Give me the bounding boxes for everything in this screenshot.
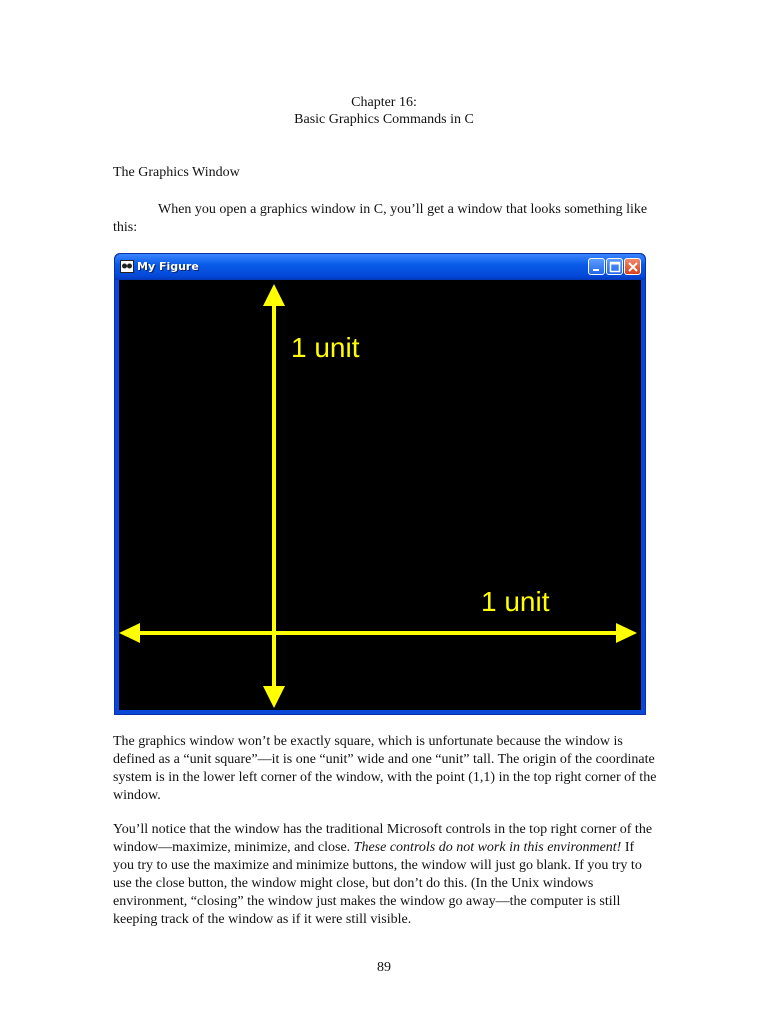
close-button[interactable] — [624, 258, 641, 275]
warning-italic: These controls do not work in this environment! — [353, 840, 622, 855]
vertical-arrow-head-top — [263, 284, 285, 306]
window-titlebar[interactable] — [115, 254, 645, 280]
maximize-button[interactable] — [606, 258, 623, 275]
chapter-title: Basic Graphics Commands in C — [294, 112, 474, 127]
figure-icon — [120, 260, 134, 273]
horizontal-unit-label: 1 unit — [481, 586, 550, 617]
horizontal-arrow-head-left — [119, 623, 140, 643]
section-title: The Graphics Window — [113, 165, 240, 180]
intro-paragraph: When you open a graphics window in C, you’ll get a window that looks something like this: — [113, 202, 648, 235]
figure-canvas — [119, 280, 641, 710]
unit-axes-diagram — [119, 280, 641, 710]
horizontal-arrow-shaft — [131, 631, 629, 635]
vertical-unit-label: 1 unit — [291, 332, 360, 363]
horizontal-arrow-head-right — [616, 623, 637, 643]
paragraph-text-part1: You’ll notice that the window has the traditional Microsoft controls in the top right corner of the window—maximize, minimize, and close. — [113, 822, 653, 855]
vertical-arrow-head-bottom — [263, 686, 285, 708]
window-title: My Figure — [137, 260, 199, 273]
page-number: 89 — [377, 960, 391, 975]
paragraph-text-part2: If you try to use the maximize and minimize buttons, the window will just go blank. If you try to use the close button, the window might close, but don’t do this. (In the Unix windows environment, “closing” the window just makes the window go away—the computer is still keeping track of the window as if it were still visible. — [113, 840, 642, 927]
vertical-arrow-shaft — [272, 298, 276, 688]
graphics-window — [114, 253, 646, 715]
minimize-icon — [589, 259, 606, 276]
paragraph-window-controls — [113, 821, 658, 929]
chapter-number: Chapter 16: — [351, 95, 417, 110]
minimize-button[interactable] — [588, 258, 605, 275]
close-icon — [625, 259, 642, 276]
maximize-icon — [607, 259, 624, 276]
paragraph-window-shape: The graphics window won’t be exactly square, which is unfortunate because the window is defined as a “unit square”—it is one “unit” wide and one “unit” tall. The origin of the coordinate system is in the lower left corner of the window, with the point (1,1) in the top right corner of the window. — [113, 734, 657, 803]
